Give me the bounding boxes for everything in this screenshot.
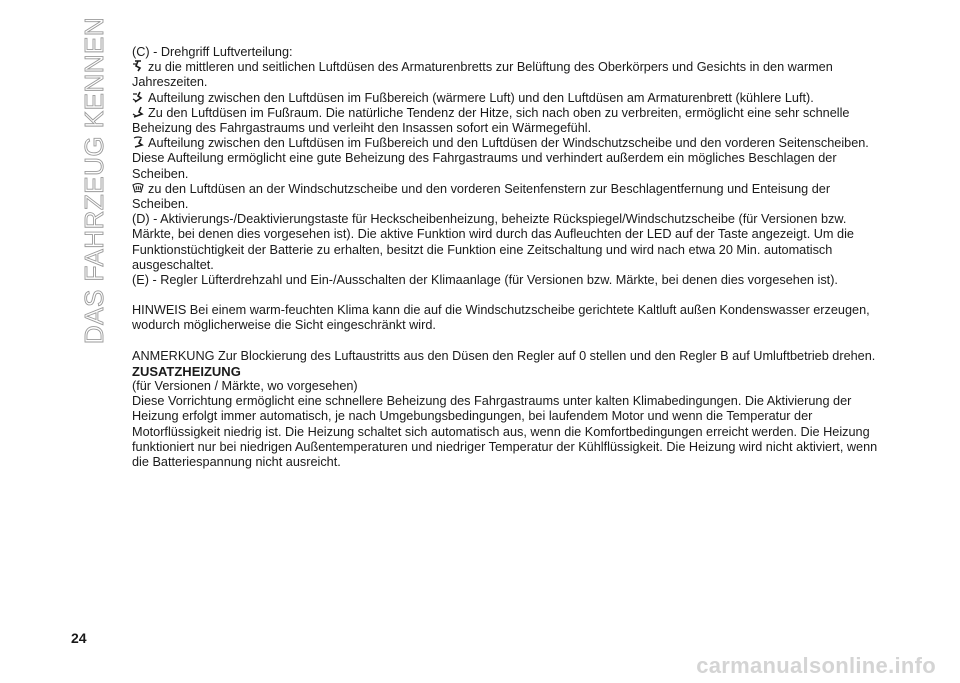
air-mode-defrost: zu den Luftdüsen an der Windschutzscheibe und den vorderen Seitenfenstern zur Beschlagentfernung und Enteisung der Scheiben.	[132, 181, 831, 212]
air-mode-face: zu die mittleren und seitlichen Luftdüsen des Armaturenbretts zur Belüftung des Oberkörpers und Gesichts in den warmen Jahreszeiten.	[132, 60, 833, 90]
rear-heating-button-text: (D) - Aktivierungs-/Deaktivierungstaste für Heckscheibenheizung, beheizte Rückspiegel/Windschutzscheibe (für Versionen bzw. Märkte, bei denen dies vorgesehen ist). Die aktive Funktion wird durch das Aufleuchten der LED auf der Taste angezeigt. Um die Funktionstüchtigkeit der Batterie zu erhalten, besitzt die Funktion eine Zeitschaltung und wird nach etwa 20 Min. automatisch ausgeschaltet.	[132, 212, 854, 272]
document-body	[132, 45, 882, 470]
note-hinweis: HINWEIS Bei einem warm-feuchten Klima kann die auf die Windschutzscheibe gerichtete Kaltluft außen Kondenswasser erzeugen, wodurch möglicherweise die Sicht eingeschränkt wird.	[132, 303, 870, 333]
watermark: carmanualsonline.info	[696, 653, 936, 678]
air-to-feet-and-windscreen-icon	[132, 136, 144, 148]
section-title-text: DAS FAHRZEUG KENNEN	[79, 16, 110, 345]
air-to-face-icon	[132, 60, 144, 72]
note-anmerkung: ANMERKUNG Zur Blockierung des Luftaustritts aus den Düsen den Regler auf 0 stellen und den Regler B auf Umluftbetrieb drehen.	[132, 348, 876, 363]
air-to-face-and-feet-icon	[132, 91, 144, 103]
page-number: 24	[71, 630, 87, 646]
air-to-feet-icon	[132, 106, 144, 118]
air-mode-face-feet: Aufteilung zwischen den Luftdüsen im Fußbereich (wärmere Luft) und den Luftdüsen am Armaturenbrett (kühlere Luft).	[132, 91, 882, 106]
section-heading: ZUSATZHEIZUNG	[132, 363, 241, 379]
distribution-knob-title: (C) - Drehgriff Luftverteilung:	[132, 45, 293, 59]
section-subheading: (für Versionen / Märkte, wo vorgesehen)	[132, 379, 358, 394]
air-mode-feet: Zu den Luftdüsen im Fußraum. Die natürliche Tendenz der Hitze, sich nach oben zu verbreiten, ermöglicht eine sehr schnelle Beheizung des Fahrgastraums und verleiht den Insassen sofort ein Wärmegefühl.	[132, 105, 850, 136]
fan-speed-knob-text: (E) - Regler Lüfterdrehzahl und Ein-/Ausschalten der Klimaanlage (für Versionen bzw. Märkte, bei denen dies vorgesehen ist).	[132, 273, 838, 288]
section-title	[76, 16, 114, 345]
windscreen-defrost-icon	[132, 182, 144, 194]
section-body: Diese Vorrichtung ermöglicht eine schnellere Beheizung des Fahrgastraums unter kalten Klimabedingungen. Die Aktivierung der Heizung erfolgt immer automatisch, je nach Umgebungsbedingungen, bei laufendem Motor und wenn die Temperatur der Motorflüssigkeit niedrig ist. Die Heizung schaltet sich automatisch aus, wenn die Komfortbedingungen erreicht werden. Die Heizung funktioniert nur bei niedrigen Außentemperaturen und niedriger Temperatur der Kühlflüssigkeit. Die Heizung wird nicht aktiviert, wenn die Batteriespannung nicht ausreicht.	[132, 394, 878, 470]
air-mode-feet-defrost: Aufteilung zwischen den Luftdüsen im Fußbereich und den Luftdüsen der Windschutzscheibe und den vorderen Seitenscheiben. Diese Aufteilung ermöglicht eine gute Beheizung des Fahrgastraums und verhindert außerdem ein mögliches Beschlagen der Scheiben.	[132, 136, 869, 181]
